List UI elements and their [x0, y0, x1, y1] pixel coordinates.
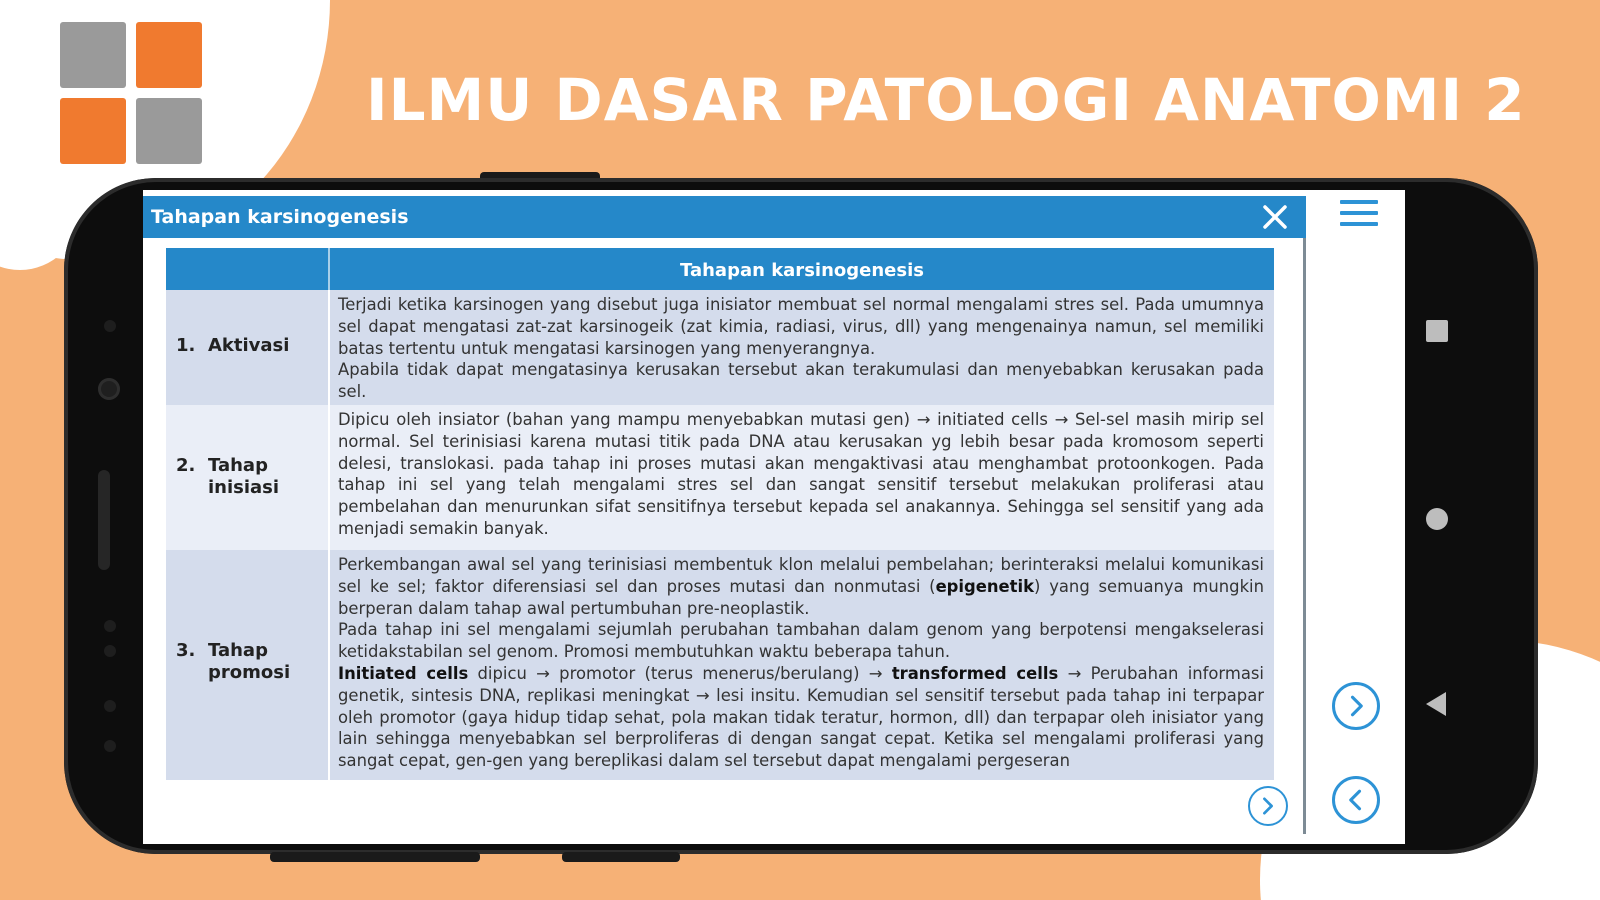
- row-number: 1.: [176, 335, 196, 356]
- table-header: [166, 248, 1274, 290]
- side-panel: [1310, 190, 1404, 844]
- logo-square: [136, 22, 202, 88]
- row-number: 2.: [176, 455, 196, 476]
- back-button[interactable]: [1426, 692, 1446, 716]
- stage-label: Tahap promosi: [208, 640, 291, 683]
- home-button[interactable]: [1426, 508, 1448, 530]
- phone-button: [270, 852, 480, 862]
- menu-icon[interactable]: [1340, 200, 1378, 230]
- phone-sensor: [104, 320, 116, 332]
- row-number: 3.: [176, 640, 196, 661]
- stage-label: Tahap inisiasi: [208, 455, 280, 498]
- recent-apps-button[interactable]: [1426, 320, 1448, 342]
- next-page-button[interactable]: [1332, 682, 1380, 730]
- stage-description: Perkembangan awal sel yang terinisiasi membentuk klon melalui pembelahan; berinteraksi melalui komunikasi sel ke sel; faktor diferensiasi sel dan proses mutasi dan nonmutasi (epigenetik) yang semuanya mungkin berperan dalam tahap awal pertumbuhan pre-neoplastik. Pada tahap ini sel mengalami sejumlah perubahan tambahan dalam genom yang berpotensi mengakselerasi ketidakstabilan sel genom. Promosi membutuhkan waktu beberapa tahun. Initiated cells dipicu → promotor (terus menerus/berulang) → transformed cells → Perubahan informasi genetik, sintesis DNA, replikasi meningkat → lesi insitu. Kemudian sel sensitif tersebut pada tahap ini terpapar oleh promotor (gaya hidup tidap sehat, pola makan tidak teratur, hormon, dll) dan terpapar oleh inisiator yang lain sehingga menyebabkan sel berproliferas di dengan sangat cepat. Ketika sel mengalami proliferasi yang sangat cepat, gen-gen yang bereplikasi dalam sel tersebut dapat mengalami pergeseran: [338, 555, 1264, 771]
- dialog-title: Tahapan karsinogenesis: [151, 206, 409, 228]
- phone-sensor: [104, 620, 116, 632]
- stage-label: Aktivasi: [208, 335, 290, 356]
- phone-sensor: [104, 740, 116, 752]
- chevron-right-icon: [1335, 685, 1377, 727]
- logo-square: [136, 98, 202, 164]
- phone-sensor: [104, 645, 116, 657]
- app-logo: [60, 22, 202, 164]
- dialog-header: [143, 196, 1306, 238]
- phone-speaker: [98, 470, 110, 570]
- stage-description: Terjadi ketika karsinogen yang disebut juga inisiator membuat sel normal mengalami stres sel. Pada umumnya sel dapat mengatasi zat-zat karsinogeik (zat kimia, radiasi, virus, dll) yang mengenainya namun, sel memiliki batas tertentu untuk mengatasi karsinogen yang menyerangnya. Apabila tidak dapat mengatasinya kerusakan tersebut akan terakumulasi dan menyebabkan kerusakan pada sel.: [338, 295, 1264, 402]
- logo-square: [60, 22, 126, 88]
- table-row: [166, 405, 1274, 550]
- close-icon[interactable]: [1260, 202, 1290, 232]
- stage-description: Dipicu oleh insiator (bahan yang mampu menyebabkan mutasi gen) → initiated cells → Sel-sel masih mirip sel normal. Sel terinisiasi karena mutasi titik pada DNA atau kerusakan yg lebih besar pada kromosom seperti delesi, translokasi. pada tahap ini proses mutasi akan mengaktivasi atau menghambat protoonkogen. Pada tahap ini sel yang telah mengalami stres sel dan sangat sensitif tersebut melakukan proliferasi atau pembelahan dan menurunkan sifat sensitifnya tersebut kepada sel anakannya. Sehingga sel sensitif yang ada menjadi semakin banyak.: [338, 410, 1264, 538]
- phone-button: [562, 852, 680, 862]
- stages-table: [166, 248, 1274, 780]
- previous-page-button[interactable]: [1332, 776, 1380, 824]
- chevron-right-icon: [1250, 788, 1286, 824]
- app-title: ILMU DASAR PATOLOGI ANATOMI 2: [366, 66, 1526, 134]
- table-row: [166, 550, 1274, 780]
- phone-camera: [98, 378, 120, 400]
- logo-square: [60, 98, 126, 164]
- table-header-title: Tahapan karsinogenesis: [680, 260, 924, 281]
- chevron-left-icon: [1335, 779, 1377, 821]
- table-row: [166, 290, 1274, 405]
- scroll-next-button[interactable]: [1248, 786, 1288, 826]
- phone-sensor: [104, 700, 116, 712]
